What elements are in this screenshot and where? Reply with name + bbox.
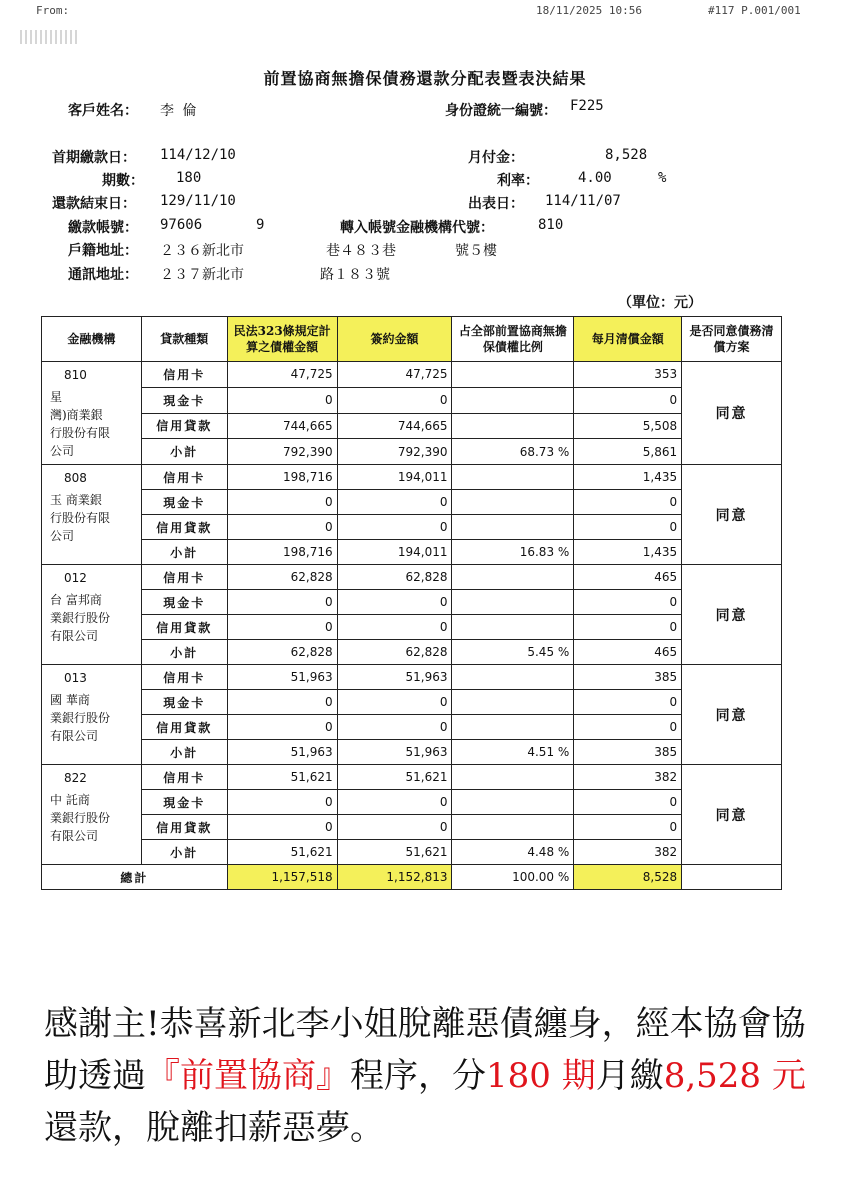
scan-noise	[20, 30, 80, 44]
ratio	[452, 715, 574, 740]
loan-type: 現金卡	[141, 690, 227, 715]
monthly-amount: 382	[574, 765, 682, 790]
bank-code-value: 810	[538, 217, 564, 233]
claim-amount: 0	[227, 387, 337, 413]
loan-type: 小計	[141, 439, 227, 465]
ratio: 16.83 %	[452, 540, 574, 565]
monthly-amount: 1,435	[574, 540, 682, 565]
note-text-4: 180 期	[486, 1056, 596, 1096]
table-row	[42, 590, 782, 615]
claim-amount: 51,621	[227, 765, 337, 790]
total-signed: 1,152,813	[337, 865, 452, 890]
loan-type: 小計	[141, 540, 227, 565]
loan-type: 小計	[141, 840, 227, 865]
signed-amount: 51,621	[337, 840, 452, 865]
monthly-amount: 465	[574, 640, 682, 665]
loan-type: 信用貸款	[141, 615, 227, 640]
signed-amount: 792,390	[337, 439, 452, 465]
ratio	[452, 615, 574, 640]
customer-value: 李 倫	[160, 103, 197, 119]
note-text-3: 程序，分	[350, 1056, 486, 1096]
loan-type: 小計	[141, 640, 227, 665]
ratio	[452, 790, 574, 815]
header-bank: 金融機構	[42, 317, 142, 362]
total-claim: 1,157,518	[227, 865, 337, 890]
ratio	[452, 387, 574, 413]
loan-type: 現金卡	[141, 490, 227, 515]
loan-type: 現金卡	[141, 590, 227, 615]
loan-type: 信用貸款	[141, 413, 227, 439]
table-row	[42, 740, 782, 765]
bank-name: 中 託商 業銀行股份 有限公司	[50, 793, 111, 843]
signed-amount: 51,963	[337, 665, 452, 690]
ratio	[452, 665, 574, 690]
monthly-label: 月付金：	[468, 150, 524, 166]
ratio	[452, 565, 574, 590]
mail-value: ２３７新北市	[160, 267, 244, 283]
loan-type: 信用貸款	[141, 715, 227, 740]
signed-amount: 0	[337, 815, 452, 840]
monthly-amount: 382	[574, 840, 682, 865]
claim-amount: 0	[227, 815, 337, 840]
bank-cell	[42, 765, 142, 865]
loan-type: 現金卡	[141, 790, 227, 815]
note-text-5: 月繳	[595, 1056, 664, 1096]
header-signed: 簽約金額	[337, 317, 452, 362]
customer-label: 客戶姓名：	[68, 103, 138, 119]
agree-cell: 同意	[682, 565, 782, 665]
monthly-amount: 0	[574, 515, 682, 540]
first-pay-label: 首期繳款日：	[52, 150, 136, 166]
bank-cell	[42, 465, 142, 565]
monthly-amount: 5,508	[574, 413, 682, 439]
loan-type: 現金卡	[141, 387, 227, 413]
loan-type: 信用卡	[141, 765, 227, 790]
bank-cell	[42, 565, 142, 665]
signed-amount: 0	[337, 715, 452, 740]
total-monthly: 8,528	[574, 865, 682, 890]
total-ratio: 100.00 %	[452, 865, 574, 890]
signed-amount: 51,621	[337, 765, 452, 790]
bank-code: 808	[64, 471, 87, 485]
signed-amount: 0	[337, 615, 452, 640]
issue-value: 114/11/07	[545, 193, 621, 209]
bank-code: 822	[64, 771, 87, 785]
rate-unit: %	[658, 170, 667, 186]
ratio	[452, 765, 574, 790]
agree-cell: 同意	[682, 765, 782, 865]
claim-amount: 792,390	[227, 439, 337, 465]
loan-type: 信用卡	[141, 565, 227, 590]
claim-amount: 51,621	[227, 840, 337, 865]
account-value: 97606	[160, 217, 203, 233]
fax-page: #117 P.001/001	[708, 4, 801, 17]
note-text-2: 『前置協商』	[146, 1056, 350, 1096]
monthly-amount: 1,435	[574, 465, 682, 490]
table-row	[42, 840, 782, 865]
claim-amount: 0	[227, 790, 337, 815]
table-row	[42, 465, 782, 490]
household-tail: 巷４８３巷	[326, 243, 396, 259]
end-label: 還款結束日：	[52, 196, 136, 212]
monthly-amount: 0	[574, 490, 682, 515]
ratio: 4.48 %	[452, 840, 574, 865]
signed-amount: 0	[337, 690, 452, 715]
signed-amount: 194,011	[337, 465, 452, 490]
ratio	[452, 490, 574, 515]
monthly-amount: 0	[574, 690, 682, 715]
table-row	[42, 790, 782, 815]
page-title: 前置協商無擔保債務還款分配表暨表決結果	[263, 69, 587, 88]
table-row	[42, 387, 782, 413]
claim-amount: 0	[227, 515, 337, 540]
header-ratio: 占全部前置協商無擔保債權比例	[452, 317, 574, 362]
ratio	[452, 515, 574, 540]
table-row	[42, 640, 782, 665]
table-row	[42, 439, 782, 465]
header-claim: 民法323條規定計算之債權金額	[227, 317, 337, 362]
id-label: 身份證統一編號：	[445, 103, 557, 119]
claim-amount: 0	[227, 690, 337, 715]
table-row	[42, 690, 782, 715]
first-pay-value: 114/12/10	[160, 147, 236, 163]
header-agree: 是否同意債務清償方案	[682, 317, 782, 362]
agree-cell: 同意	[682, 665, 782, 765]
note-text-6: 8,528 元	[663, 1056, 806, 1096]
monthly-amount: 0	[574, 615, 682, 640]
bank-code: 012	[64, 571, 87, 585]
periods-value: 180	[176, 170, 202, 186]
claim-amount: 198,716	[227, 465, 337, 490]
claim-amount: 0	[227, 615, 337, 640]
agree-cell: 同意	[682, 465, 782, 565]
table-row	[42, 815, 782, 840]
bank-name: 國 華商 業銀行股份 有限公司	[50, 693, 111, 743]
household-label: 戶籍地址：	[68, 243, 138, 259]
agree-cell: 同意	[682, 362, 782, 465]
header-monthly: 每月清償金額	[574, 317, 682, 362]
bank-name: 玉 商業銀 行股份有限 公司	[50, 493, 111, 543]
table-header-row	[42, 317, 782, 362]
ratio	[452, 465, 574, 490]
note-text-7: 還款，脫離扣薪惡夢。	[44, 1108, 384, 1148]
claim-amount: 51,963	[227, 740, 337, 765]
claim-amount: 0	[227, 490, 337, 515]
monthly-amount: 0	[574, 715, 682, 740]
claim-amount: 0	[227, 590, 337, 615]
ratio	[452, 362, 574, 388]
mail-label: 通訊地址：	[68, 267, 138, 283]
signed-amount: 51,963	[337, 740, 452, 765]
table-row	[42, 665, 782, 690]
signed-amount: 0	[337, 515, 452, 540]
monthly-amount: 0	[574, 387, 682, 413]
ratio	[452, 413, 574, 439]
claim-amount: 51,963	[227, 665, 337, 690]
claim-amount: 47,725	[227, 362, 337, 388]
note-text-1: 感謝主!恭喜新北李小姐脫離惡債纏身，經本協會協助透過	[44, 1004, 806, 1096]
signed-amount: 0	[337, 387, 452, 413]
fax-datetime: 18/11/2025 10:56	[536, 4, 642, 17]
claim-amount: 62,828	[227, 565, 337, 590]
signed-amount: 62,828	[337, 640, 452, 665]
monthly-amount: 353	[574, 362, 682, 388]
bank-code: 810	[64, 368, 87, 382]
ratio	[452, 815, 574, 840]
monthly-amount: 385	[574, 665, 682, 690]
table-row	[42, 490, 782, 515]
monthly-amount: 465	[574, 565, 682, 590]
table-row	[42, 615, 782, 640]
bank-name: 星 灣)商業銀 行股份有限 公司	[50, 390, 111, 458]
loan-type: 信用貸款	[141, 515, 227, 540]
household-tail2: 號５樓	[455, 243, 497, 259]
ratio	[452, 590, 574, 615]
table-row	[42, 515, 782, 540]
ratio	[452, 690, 574, 715]
monthly-amount: 0	[574, 590, 682, 615]
claim-amount: 0	[227, 715, 337, 740]
monthly-value: 8,528	[605, 147, 648, 163]
total-agree-empty	[682, 865, 782, 890]
issue-label: 出表日：	[468, 196, 524, 212]
periods-label: 期數：	[102, 173, 144, 189]
signed-amount: 0	[337, 590, 452, 615]
ratio: 68.73 %	[452, 439, 574, 465]
loan-type: 信用卡	[141, 362, 227, 388]
bank-code: 013	[64, 671, 87, 685]
table-row	[42, 362, 782, 388]
signed-amount: 0	[337, 490, 452, 515]
loan-type: 小計	[141, 740, 227, 765]
fax-from: From:	[36, 4, 70, 17]
bank-cell	[42, 665, 142, 765]
signed-amount: 194,011	[337, 540, 452, 565]
unit-label: （單位：元）	[618, 295, 702, 311]
end-value: 129/11/10	[160, 193, 236, 209]
bank-cell	[42, 362, 142, 465]
id-value: F225	[570, 98, 604, 114]
table-row	[42, 413, 782, 439]
signed-amount: 62,828	[337, 565, 452, 590]
signed-amount: 47,725	[337, 362, 452, 388]
allocation-table	[41, 316, 782, 890]
total-row	[42, 865, 782, 890]
ratio: 4.51 %	[452, 740, 574, 765]
monthly-amount: 0	[574, 815, 682, 840]
monthly-amount: 0	[574, 790, 682, 815]
claim-amount: 744,665	[227, 413, 337, 439]
signed-amount: 744,665	[337, 413, 452, 439]
monthly-amount: 5,861	[574, 439, 682, 465]
loan-type: 信用卡	[141, 465, 227, 490]
bank-name: 台 富邦商 業銀行股份 有限公司	[50, 593, 111, 643]
table-row	[42, 565, 782, 590]
rate-value: 4.00	[578, 170, 612, 186]
loan-type: 信用貸款	[141, 815, 227, 840]
signed-amount: 0	[337, 790, 452, 815]
account-tail: 9	[256, 217, 265, 233]
claim-amount: 62,828	[227, 640, 337, 665]
monthly-amount: 385	[574, 740, 682, 765]
bank-code-label: 轉入帳號金融機構代號：	[340, 220, 494, 236]
mail-tail: 路１８３號	[320, 267, 390, 283]
table-row	[42, 540, 782, 565]
table-row	[42, 765, 782, 790]
rate-label: 利率：	[497, 173, 539, 189]
total-label: 總計	[42, 865, 228, 890]
note-paragraph	[44, 998, 814, 1154]
ratio: 5.45 %	[452, 640, 574, 665]
household-value: ２３６新北市	[160, 243, 244, 259]
header-loan-type: 貸款種類	[141, 317, 227, 362]
account-label: 繳款帳號：	[68, 220, 138, 236]
loan-type: 信用卡	[141, 665, 227, 690]
table-row	[42, 715, 782, 740]
claim-amount: 198,716	[227, 540, 337, 565]
